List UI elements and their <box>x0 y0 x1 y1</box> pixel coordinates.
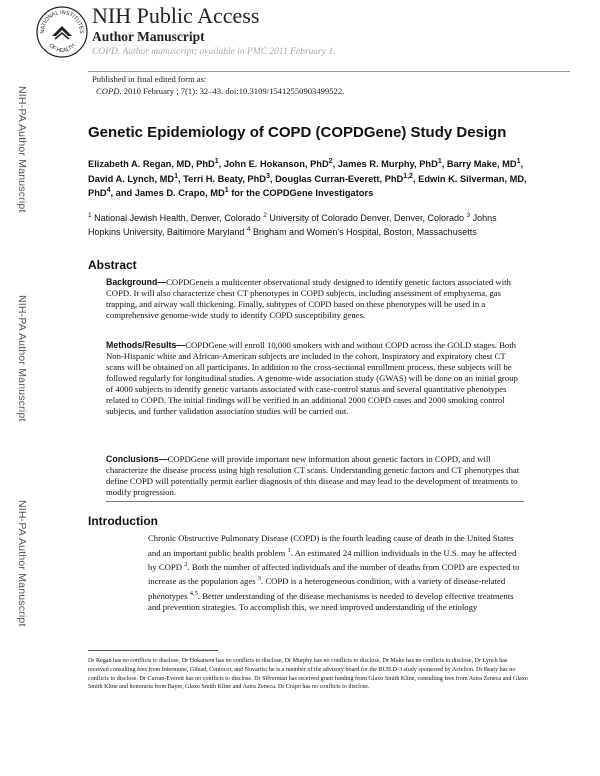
reference-link[interactable]: 3 <box>257 575 262 583</box>
intro-text: . Both the number of affected individuals and the number of deaths from COPD are expected to increase as the population ages <box>148 561 520 587</box>
author-affiliation-ref: 1 <box>437 158 442 165</box>
svg-text:OF HEALTH: OF HEALTH <box>47 42 77 55</box>
affiliation-list <box>88 210 528 238</box>
affiliation-num: 3 <box>466 212 471 219</box>
author-affiliation-ref: 1 <box>174 172 178 180</box>
side-label-manuscript: NIH-PA Author Manuscript <box>16 86 28 213</box>
author-affiliation-ref: 1 <box>224 187 229 195</box>
svg-text:NATIONAL INSTITUTES: NATIONAL INSTITUTES <box>39 9 85 34</box>
affiliation-text: Johns Hopkins University, Baltimore Maryland <box>88 213 497 237</box>
affiliation-num: 1 <box>88 212 92 219</box>
reference-link[interactable]: 1 <box>287 546 291 554</box>
author-name: Elizabeth A. Regan, MD, PhD <box>88 159 215 170</box>
abstract-methods-text: COPDGene will enroll 10,000 smokers with and without COPD across the GOLD stages. Both Non-Hispanic white and African-American subjects are included in the cohort. Inspiratory and expiratory chest CT scans will be obtained on all participants. In addition to the cross-sectional enrollment process, these subjects will be followed regularly for longitudinal studies. A genome-wide association study (GWAS) will be done on an initial group of 4000 subjects to identify genetic variants associated with case-control status and several quantitative phenotypes related to COPD. The initial findings will be verified in an additional 2000 COPD cases and 2000 smoking control subjects, and further validation association studies will be carried out. <box>106 340 518 416</box>
intro-text: Chronic Obstructive Pulmonary Disease (COPD) is the fourth leading cause of death in the United States and an important public health problem <box>148 533 514 558</box>
nih-public-access-title: NIH Public Access <box>92 3 260 28</box>
author-name: Terri H. Beaty, PhD <box>183 173 267 184</box>
publication-info <box>92 74 344 97</box>
author-name: Douglas Curran-Everett, PhD <box>275 173 404 184</box>
abstract-divider <box>106 501 524 502</box>
abstract-methods <box>106 340 524 417</box>
footnote-divider <box>88 650 218 651</box>
abstract-conclusions-text: COPDGene will provide important new information about genetic factors in COPD, and will characterize the disease process using high resolution CT scans. Understanding genetic factors and CT phenotypes that define COPD will potentially permit earlier diagnosis of this disease and may lead to the development of treatments to modify progression. <box>106 454 520 497</box>
abstract-background <box>106 277 524 321</box>
abstract-methods-label: Methods/Results— <box>106 340 186 350</box>
affiliation-num: 4 <box>246 226 251 233</box>
affiliation-text: University of Colorado Denver, Denver, Colorado <box>269 213 464 223</box>
author-affiliation-ref: 1 <box>214 158 219 165</box>
abstract-background-text: COPDGeneis a multicenter observational study designed to identify genetic factors associated with COPD. It will also characterize chest CT phenotypes in COPD subjects, including assessment of emphysema, gas trapping, and airway wall thickening. Finally, subtypes of COPD based on these phenotypes will be used in a comprehensive genome-wide study to identify COPD susceptibility genes. <box>106 277 511 320</box>
journal-name: COPD <box>96 85 120 96</box>
side-label-manuscript: NIH-PA Author Manuscript <box>16 500 28 627</box>
article-title: Genetic Epidemiology of COPD (COPDGene) Study Design <box>88 124 507 141</box>
author-name: Edwin K. Silverman, MD, PhD <box>88 173 527 199</box>
affiliation-text: National Jewish Health, Denver, Colorado <box>94 213 261 223</box>
affiliation-text: Brigham and Women's Hospital, Boston, Massachusetts <box>253 227 477 237</box>
investigators-group: for the COPDGene Investigators <box>228 188 374 199</box>
side-label-manuscript: NIH-PA Author Manuscript <box>16 295 28 422</box>
author-affiliation-ref: 3 <box>266 172 270 180</box>
introduction-paragraph <box>148 533 526 614</box>
nih-header <box>92 4 335 57</box>
reference-link[interactable]: 4,5 <box>189 589 198 597</box>
author-affiliation-ref: 1 <box>516 158 521 165</box>
introduction-heading: Introduction <box>88 514 158 528</box>
citation-detail[interactable]: . 2010 February ; 7(1): 32–43. doi:10.3109/15412550903499522. <box>119 85 345 96</box>
pmc-availability-line: COPD. Author manuscript; available in PMC 2011 February 1. <box>92 47 336 57</box>
affiliation-num: 2 <box>263 212 267 219</box>
reference-link[interactable]: 2 <box>184 560 188 568</box>
abstract-conclusions <box>106 454 524 498</box>
author-affiliation-ref: 4 <box>106 187 111 195</box>
author-name: David A. Lynch, MD <box>88 173 175 184</box>
header-divider <box>88 71 570 72</box>
intro-text: . An estimated 24 million individuals in the U.S. may be affected by COPD <box>148 547 517 572</box>
author-list: Elizabeth A. Regan, MD, PhD$^1$, John E. Hokanson, PhD$^2$, James R. Murphy, PhD$^1$, Barry Make, $MD^1$, David A. Lynch, $MD^1$, Terri H. Beaty, PhD$^3$, Douglas Curran-Everett, PhD$^{1,2}$, Edwin K. Silverman, MD, PhD$^4$, and James D. Crapo, $MD^1$ for the COPDGene Investigators <box>88 158 527 199</box>
author-manuscript-subtitle: Author Manuscript <box>92 29 205 44</box>
nih-seal-logo <box>36 6 88 58</box>
abstract-heading: Abstract <box>88 258 137 272</box>
author-name: James D. Crapo, MD <box>134 188 225 199</box>
conflict-disclosure-footnote: Dr Regan has no conflicts to disclose, Dr Hokanson has no conflicts to disclose, Dr Murphy has no conflicts to disclose, Dr Make has no conflicts to disclose, Dr Lynch has received consulting fees from Intermune, Gilead, Centocor, and Novartis; he is a member of the advisory board for the BUILD-3 study sponsored by Actelion. Dr Beaty has no conflicts to disclose. Dr Curran-Everett has no conflicts to disclose. Dr Silverman has received grant funding from Glaxo Smith Kline, consulting fees from Astra Zeneca and Glaxo Smith Kline and honoraria from Bayer, Glaxo Smith Kline and Astra Zeneca. Dr Crapo has no conflicts to disclose. <box>88 658 528 691</box>
author-affiliation-ref: 2 <box>328 158 333 165</box>
author-name: Barry Make, MD <box>446 159 517 170</box>
abstract-conclusions-label: Conclusions— <box>106 454 168 464</box>
author-name: John E. Hokanson, PhD <box>223 159 329 170</box>
author-affiliation-ref: 1,2 <box>403 172 413 180</box>
intro-text: . COPD is a heterogeneous condition, with a variety of disease-related phenotypes <box>148 576 506 601</box>
abstract-background-label: Background— <box>106 277 167 287</box>
author-name: James R. Murphy, PhD <box>337 159 438 170</box>
citation-line <box>92 86 344 98</box>
published-label: Published in final edited form as: <box>92 74 207 84</box>
intro-text: . Better understanding of the disease mechanisms is needed to develop effective treatments and prevention strategies. To accomplish this, we need improved understanding of the etiology <box>148 590 514 613</box>
